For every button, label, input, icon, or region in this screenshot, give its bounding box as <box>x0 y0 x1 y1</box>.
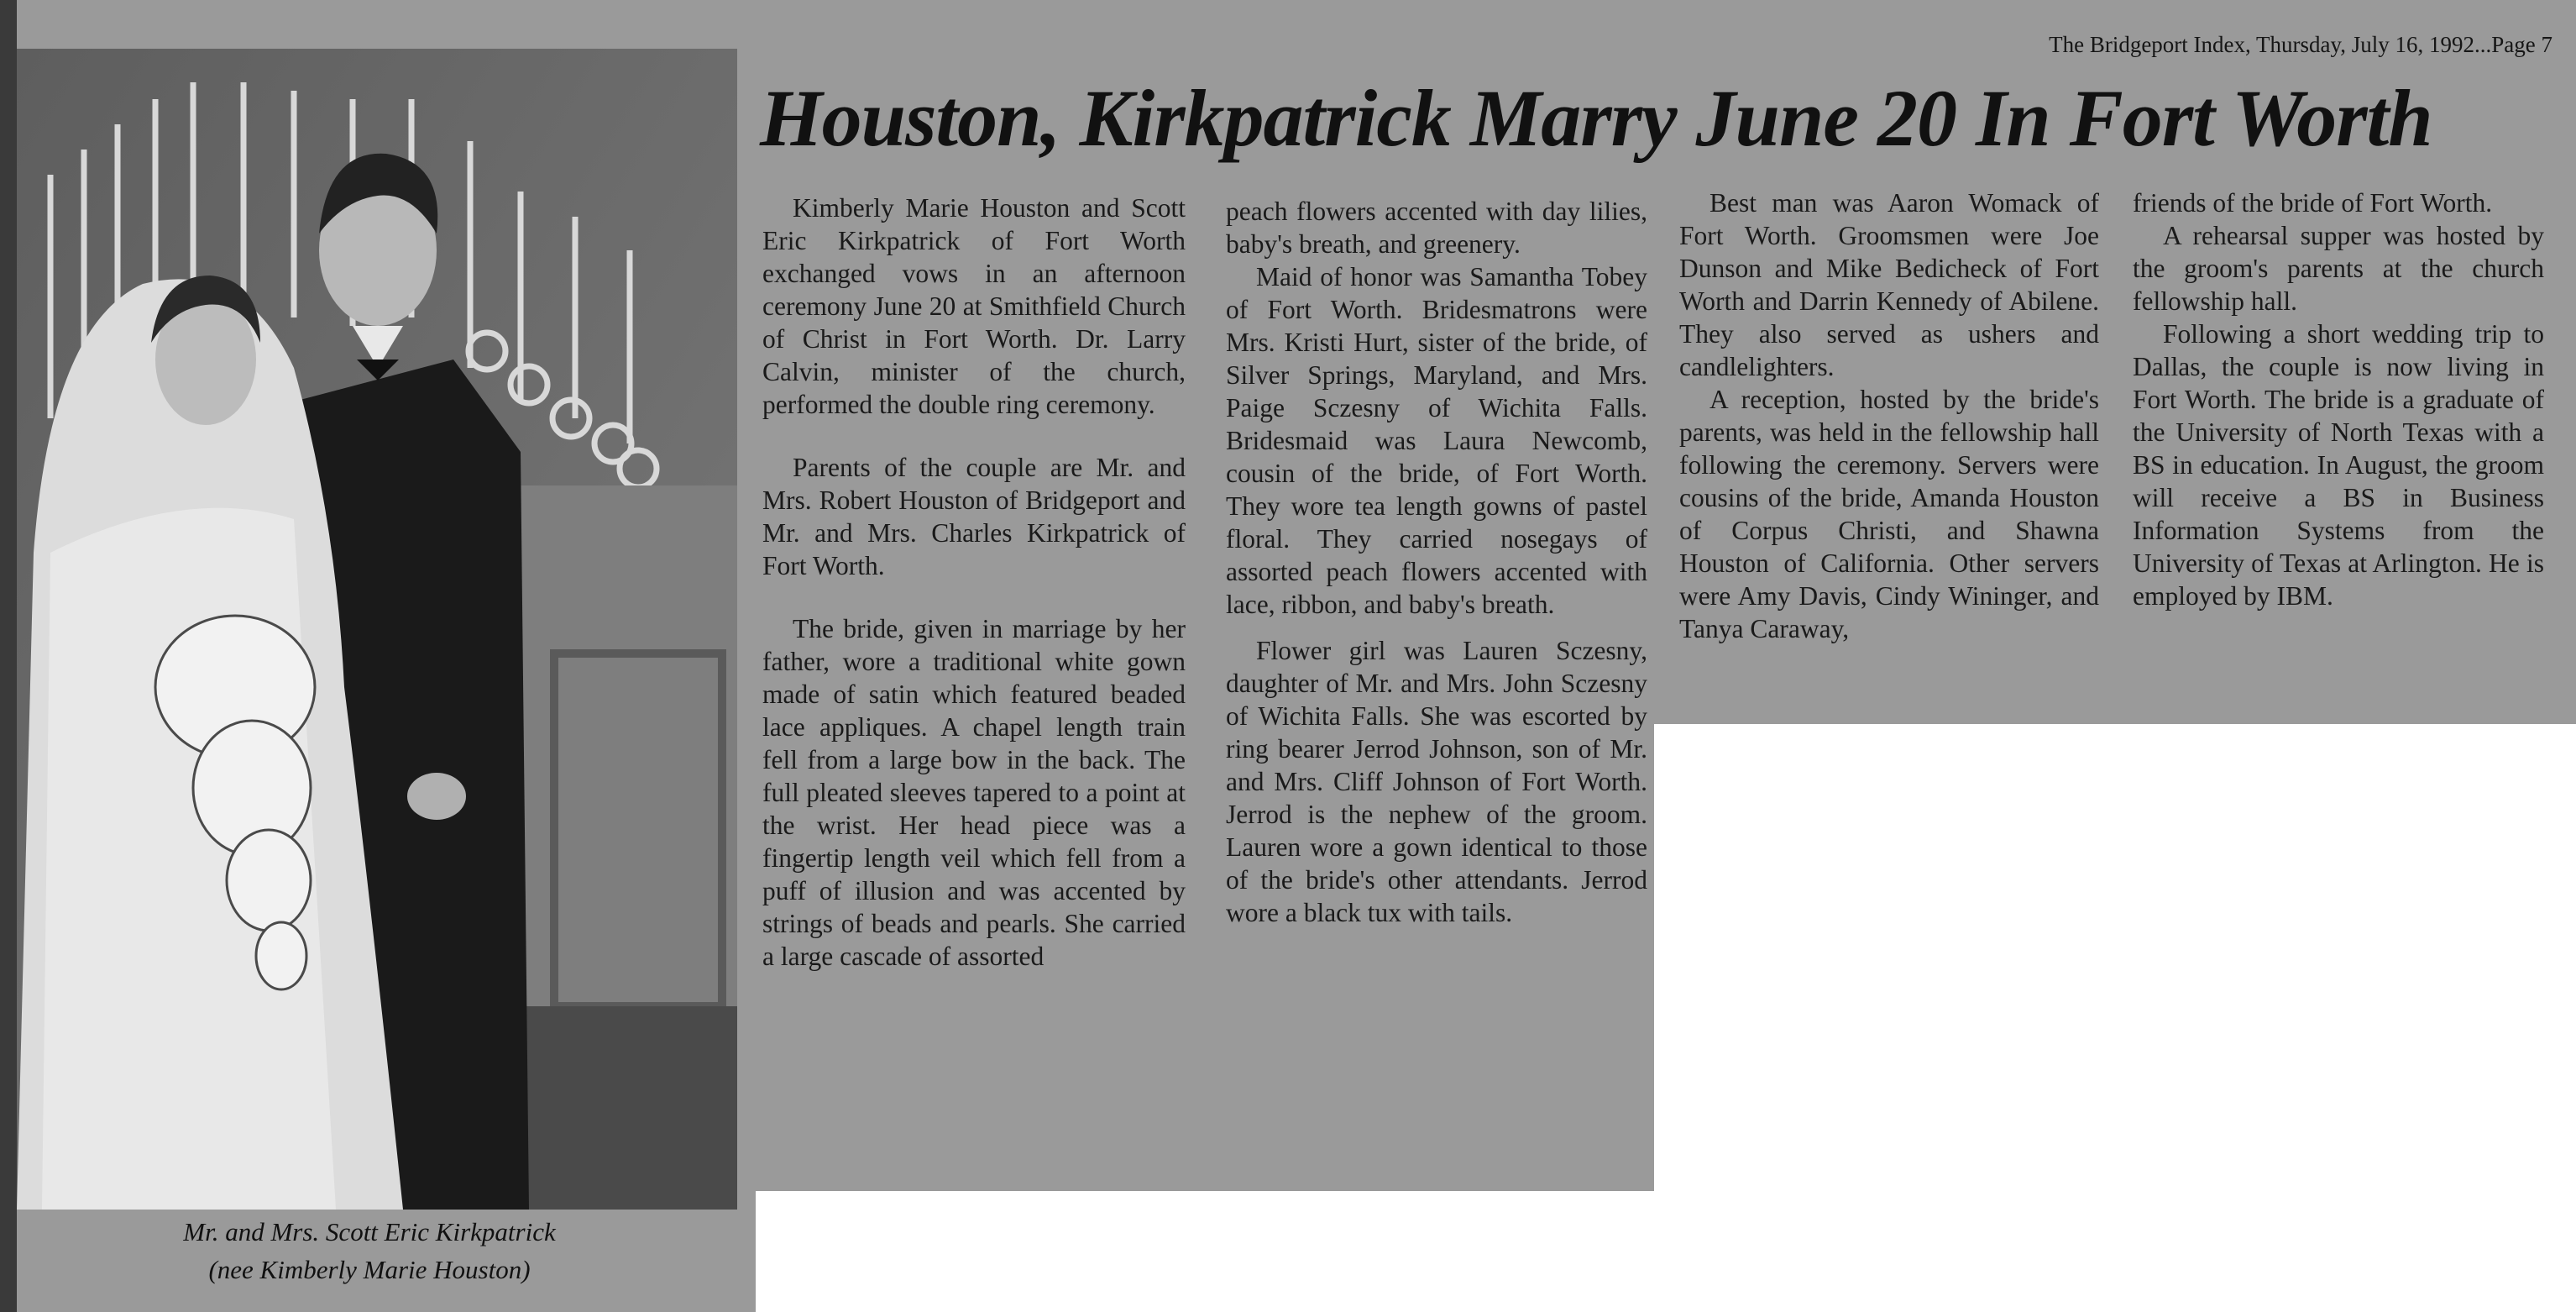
wedding-photo-illustration <box>17 49 737 1210</box>
page-binding-edge <box>0 0 17 1312</box>
paragraph: Following a short wedding trip to Dallas, the couple is now living in Fort Worth. The bride is a graduate of the University of North Texas with a BS in education. In August, the groom will receive a BS in Business Information Systems from the University of Texas at Arlington. He is employed by IBM. <box>2133 319 2544 611</box>
photo-caption <box>25 1214 714 1289</box>
paragraph: Best man was Aaron Womack of Fort Worth. Groomsmen were Joe Dunson and Mike Bedicheck of Fort Worth and Darrin Kennedy of Abilene. They also served as ushers and candlelighters. <box>1679 188 2099 381</box>
article-column-1 <box>762 192 1186 973</box>
article-column-4 <box>2133 186 2544 612</box>
page-dateline: The Bridgeport Index, Thursday, July 16, 1992...Page 7 <box>2049 32 2552 57</box>
wedding-photo <box>17 49 737 1210</box>
paragraph: friends of the bride of Fort Worth. <box>2133 188 2493 218</box>
paragraph: Maid of honor was Samantha Tobey of Fort Worth. Bridesmatrons were Mrs. Kristi Hurt, sister of the bride, of Silver Springs, Maryland, and Mrs. Paige Sczesny of Wichita Falls. Bridesmaid was Laura Newcomb, cousin of the bride, of Fort Worth. They wore tea length gowns of pastel floral. They carried nosegays of assorted peach flowers accented with lace, ribbon, and baby's breath. <box>1226 262 1647 619</box>
paragraph: Flower girl was Lauren Sczesny, daughter of Mr. and Mrs. John Sczesny of Wichita Falls. She was escorted by ring bearer Jerrod Johnson, son of Mr. and Mrs. Cliff Johnson of Fort Worth. Jerrod is the nephew of the groom. Lauren wore a gown identical to those of the bride's other attendants. Jerrod wore a black tux with tails. <box>1226 636 1647 927</box>
article-column-2 <box>1226 195 1647 929</box>
article-headline: Houston, Kirkpatrick Marry June 20 In Fort Worth <box>760 73 2432 163</box>
paragraph: A reception, hosted by the bride's parents, was held in the fellowship hall following the ceremony. Servers were cousins of the bride, Amanda Houston of Corpus Christi, and Shawna Houston of California. Other servers were Amy Davis, Cindy Wininger, and Tanya Caraway, <box>1679 385 2099 643</box>
article-column-3 <box>1679 186 2099 645</box>
paragraph: The bride, given in marriage by her father, wore a traditional white gown made of satin which featured beaded lace appliques. A chapel length train fell from a large bow in the back. The full pleated sleeves tapered to a point at the wrist. Her head piece was a fingertip length veil which fell from a puff of illusion and was accented by strings of beads and pearls. She carried a large cascade of assorted <box>762 614 1186 971</box>
caption-line-1: Mr. and Mrs. Scott Eric Kirkpatrick <box>183 1217 556 1246</box>
paragraph: peach flowers accented with day lilies, baby's breath, and greenery. <box>1226 197 1647 259</box>
paragraph: Kimberly Marie Houston and Scott Eric Kirkpatrick of Fort Worth exchanged vows in an afternoon ceremony June 20 at Smithfield Church of Christ in Fort Worth. Dr. Larry Calvin, minister of the church, performed the double ring ceremony. <box>762 193 1186 419</box>
caption-line-2: (nee Kimberly Marie Houston) <box>208 1254 531 1284</box>
paragraph: Parents of the couple are Mr. and Mrs. Robert Houston of Bridgeport and Mr. and Mrs. Charles Kirkpatrick of Fort Worth. <box>762 453 1186 580</box>
paragraph: A rehearsal supper was hosted by the groom's parents at the church fellowship hall. <box>2133 221 2544 316</box>
